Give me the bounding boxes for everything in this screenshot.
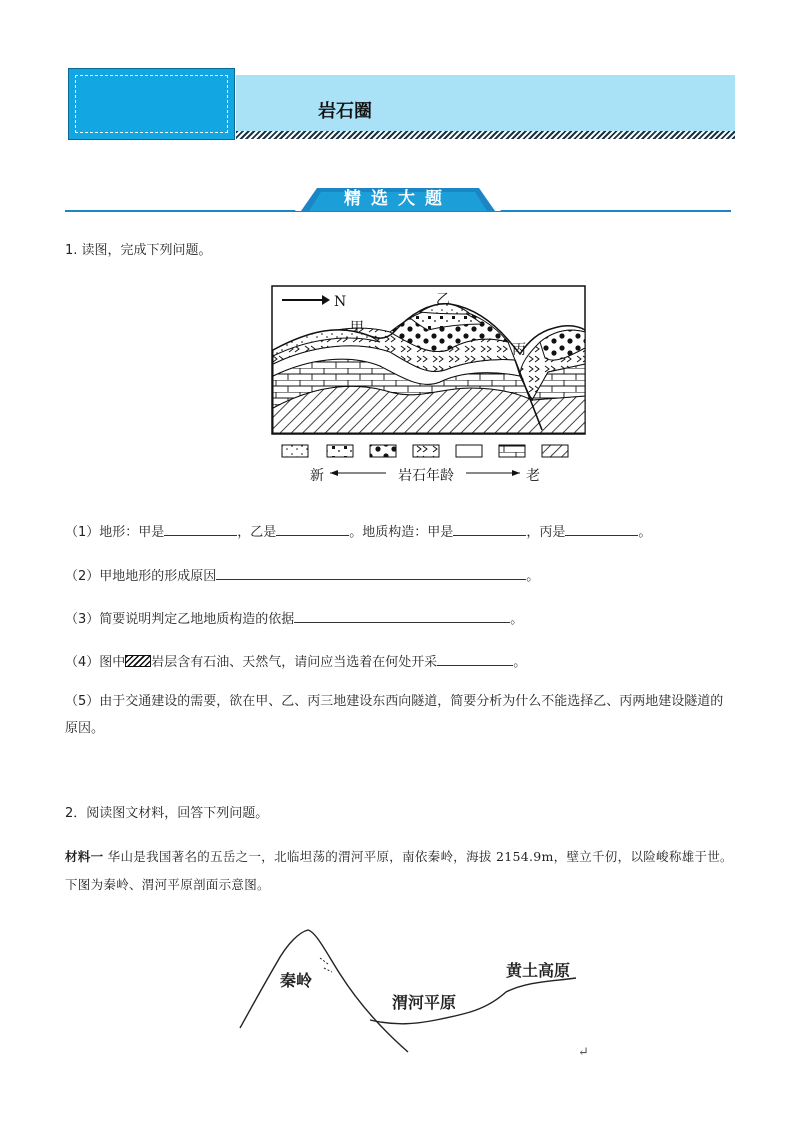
return-mark-icon: ↵ xyxy=(578,1045,589,1060)
q2-intro: 2．阅读图文材料，回答下列问题。 xyxy=(65,806,269,821)
label-jia: 甲 xyxy=(350,320,364,336)
q1-p1-text-d: ，丙是 xyxy=(526,525,566,540)
q1-figure xyxy=(270,284,590,490)
label-loess-plateau: 黄土高原 xyxy=(506,961,571,980)
material-text: 华山是我国著名的五岳之一，北临坦荡的渭河平原，南依秦岭，海拔 2154.9m，壁立千仞，以险峻称雄于世。下图为秦岭、渭河平原剖面示意图。 xyxy=(65,849,733,892)
material-label: 材料一 xyxy=(65,849,104,864)
q1-p4-text-b: 岩层含有石油、天然气，请问应当选着在何处开采 xyxy=(151,655,438,670)
label-yi: 乙 xyxy=(436,292,450,308)
q1-part3 xyxy=(65,609,523,629)
q1-p4-text-a: （4）图中 xyxy=(65,655,126,670)
answer-blank-bing-structure[interactable] xyxy=(565,522,638,536)
section-badge xyxy=(295,180,501,212)
header-hatch-strip xyxy=(236,131,735,139)
diagonal-layer-icon xyxy=(125,655,151,667)
header-light-band xyxy=(236,75,735,131)
age-new-label: 新 xyxy=(310,468,324,484)
q1-p3-end: 。 xyxy=(510,612,524,627)
q1-p1-text-a: （1）地形：甲是 xyxy=(65,525,165,540)
age-axis-label: 岩石年龄 xyxy=(398,468,454,484)
q1-p2-end: 。 xyxy=(526,569,540,584)
answer-blank-jia-structure[interactable] xyxy=(453,522,526,536)
q1-p4-end: 。 xyxy=(513,655,527,670)
q1-part4 xyxy=(65,652,526,672)
q1-p3-text: （3）简要说明判定乙地地质构造的依据 xyxy=(65,612,295,627)
page-title: 岩石圈 xyxy=(318,101,372,122)
north-label: N xyxy=(334,294,347,310)
age-old-label: 老 xyxy=(526,468,540,484)
q1-p1-text-e: 。 xyxy=(638,525,652,540)
answer-blank-q1-p4[interactable] xyxy=(437,652,513,666)
label-weihe-plain: 渭河平原 xyxy=(392,993,457,1012)
q1-p1-text-c: 。地质构造：甲是 xyxy=(349,525,454,540)
section-label: 精选大题 xyxy=(344,188,452,209)
q1-p1-text-b: ，乙是 xyxy=(237,525,277,540)
answer-blank-jia-terrain[interactable] xyxy=(164,522,237,536)
q1-intro: 1. 读图，完成下列问题。 xyxy=(65,243,212,258)
rock-legend xyxy=(282,445,568,457)
q2-material xyxy=(65,843,733,899)
q1-p2-text: （2）甲地地形的形成原因 xyxy=(65,569,217,584)
answer-blank-q1-p2[interactable] xyxy=(216,566,526,580)
answer-blank-q1-p3[interactable] xyxy=(294,609,510,623)
q1-part5: （5）由于交通建设的需要，欲在甲、乙、丙三地建设东西向隧道，简要分析为什么不能选择乙、丙两地建设隧道的原因。 xyxy=(65,694,724,736)
q1-part2 xyxy=(65,566,539,586)
label-qinling: 秦岭 xyxy=(280,971,313,990)
q2-profile-figure xyxy=(236,924,606,1064)
answer-blank-yi-terrain[interactable] xyxy=(276,522,349,536)
q1-part1 xyxy=(65,522,651,542)
header-banner xyxy=(68,68,735,140)
label-bing: 丙 xyxy=(512,342,526,358)
header-dark-block xyxy=(68,68,235,140)
